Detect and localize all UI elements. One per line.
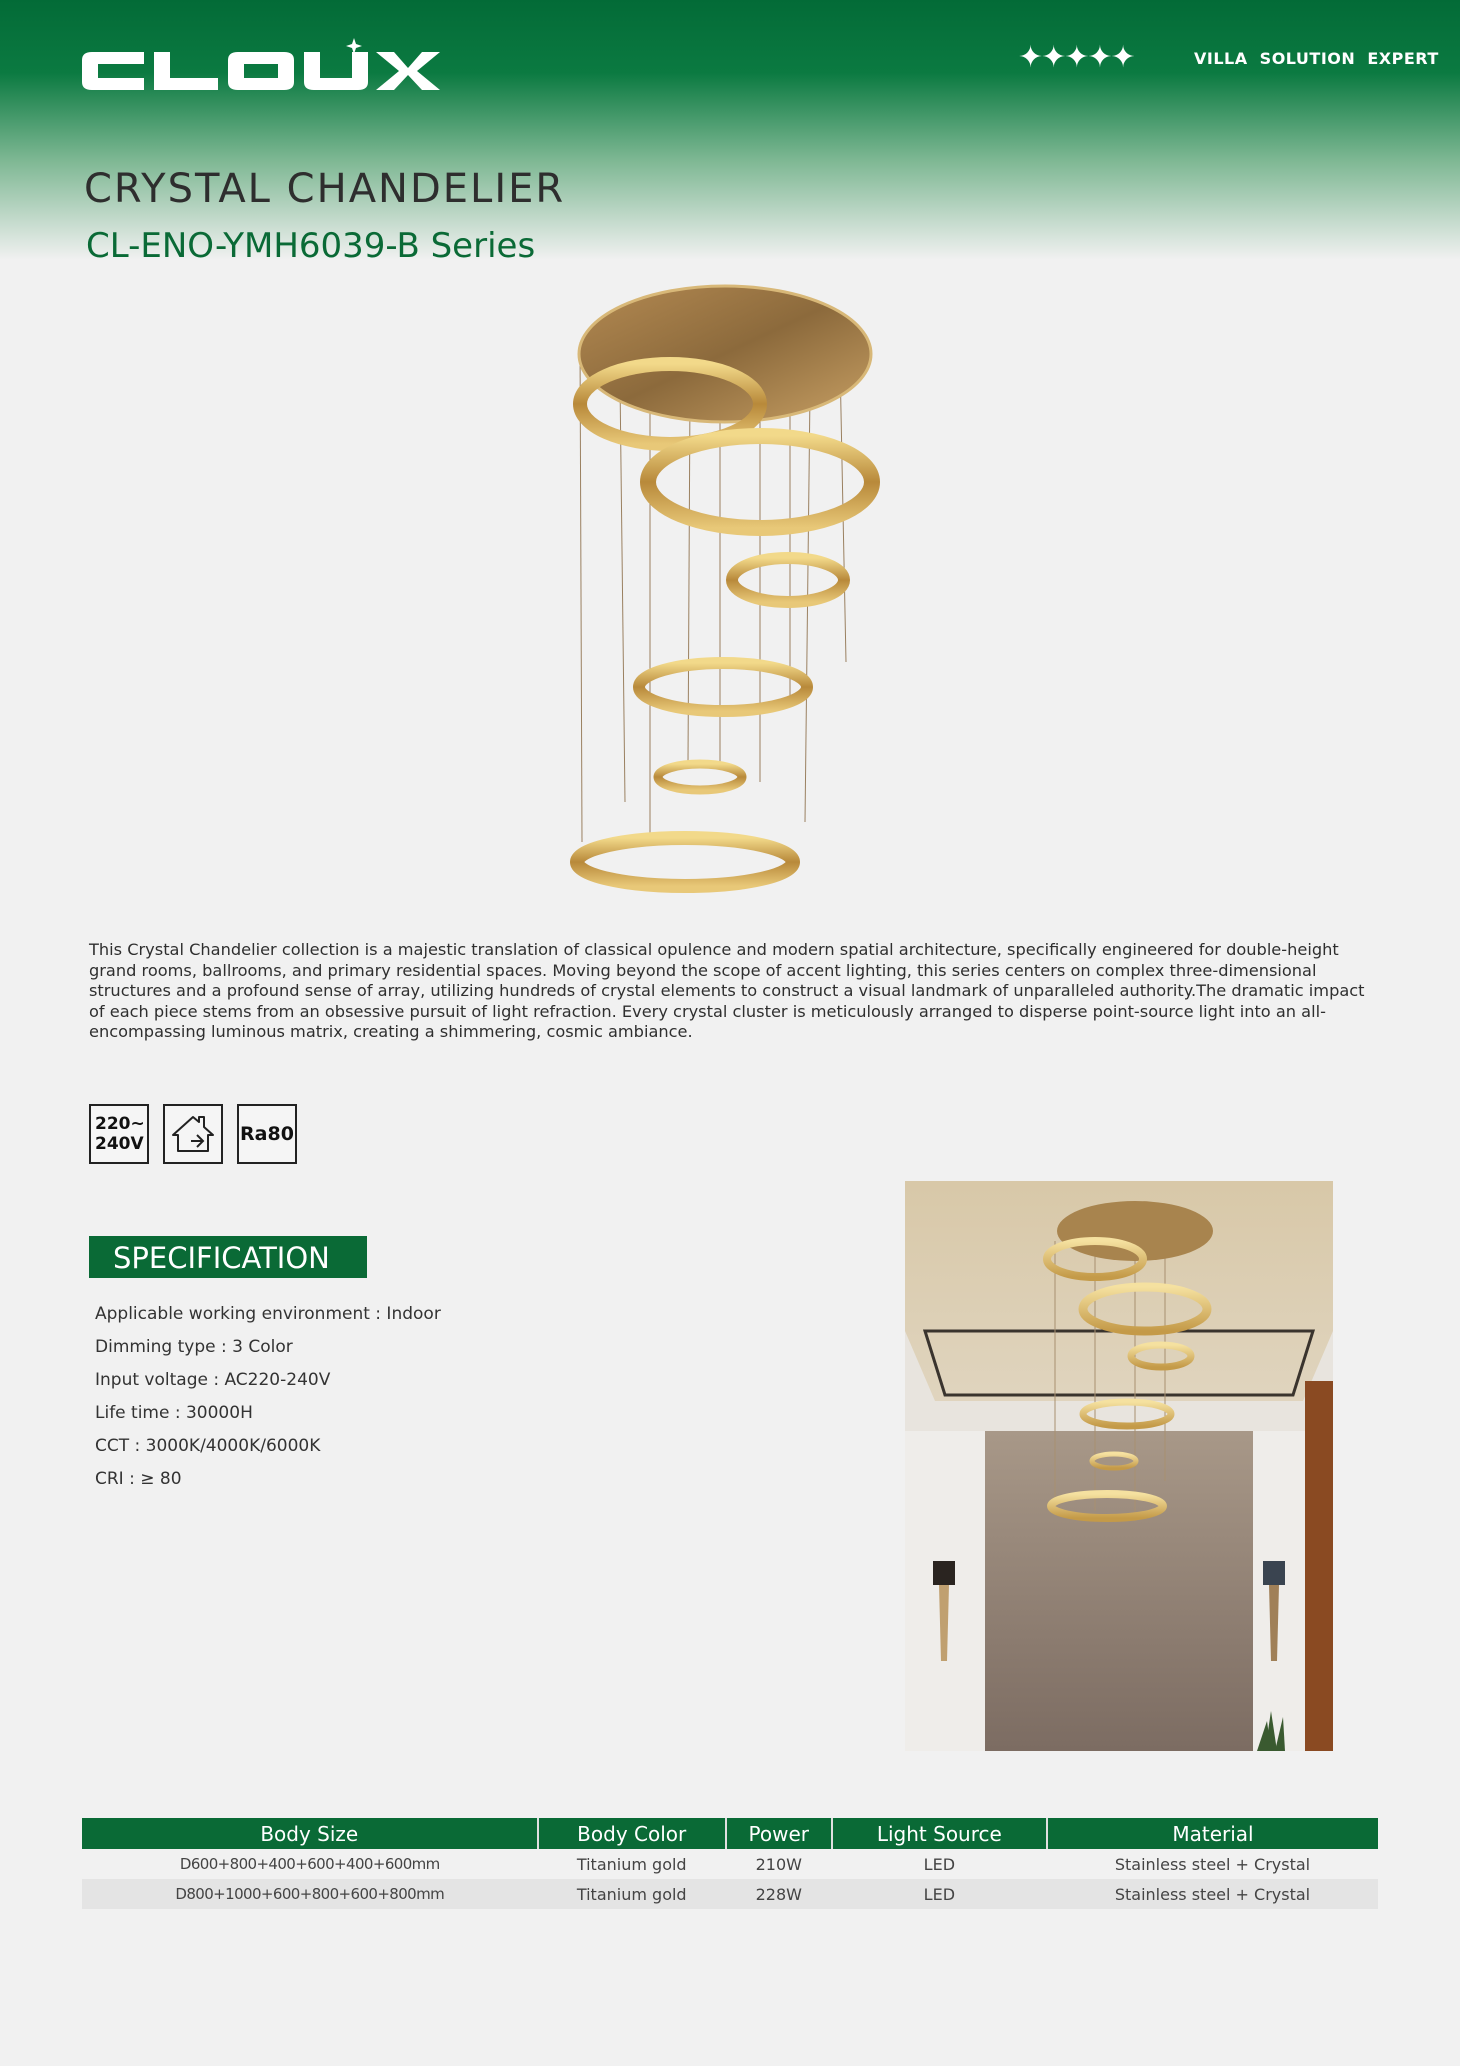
- col-material: Material: [1047, 1818, 1378, 1849]
- spec-item: Input voltage : AC220-240V: [95, 1370, 331, 1390]
- spec-item: Life time : 30000H: [95, 1403, 253, 1423]
- specification-list: [95, 1303, 441, 1501]
- col-body-size: Body Size: [82, 1818, 538, 1849]
- feature-badges: [89, 1104, 297, 1164]
- table-row: [82, 1879, 1378, 1909]
- cell-light-source: LED: [832, 1879, 1047, 1909]
- rating-stars: ✦✦✦✦✦: [1018, 40, 1134, 75]
- chandelier-image: [560, 282, 890, 902]
- cell-body-size: D800+1000+600+800+600+800mm: [82, 1879, 538, 1909]
- col-light-source: Light Source: [832, 1818, 1047, 1849]
- col-body-color: Body Color: [538, 1818, 726, 1849]
- cri-badge: [237, 1104, 297, 1164]
- series-name: CL-ENO-YMH6039-B Series: [86, 226, 536, 266]
- cell-body-size: D600+800+400+600+400+600mm: [179, 1855, 440, 1873]
- cell-body-color: Titanium gold: [538, 1879, 726, 1909]
- cell-power: 210W: [755, 1854, 802, 1874]
- voltage-line-2: 240V: [95, 1134, 144, 1154]
- spec-item: CCT : 3000K/4000K/6000K: [95, 1436, 321, 1456]
- interior-scene-image: [905, 1181, 1333, 1751]
- voltage-line-1: 220~: [95, 1114, 145, 1134]
- cloux-logo: [82, 38, 442, 108]
- cri-label: Ra80: [240, 1123, 294, 1145]
- table-row: [82, 1849, 1378, 1879]
- indoor-badge: [163, 1104, 223, 1164]
- spec-item: Dimming type : 3 Color: [95, 1337, 293, 1357]
- product-description: This Crystal Chandelier collection is a majestic translation of classical opulence and modern spatial architecture, specifically engineered for double-height grand rooms, ballrooms, and primary residential spaces. Moving beyond the scope of accent lighting, this series centers on complex three-dimensional structures and a profound sense of array, utilizing hundreds of crystal elements to construct a visual landmark of unparalleled authority.The dramatic impact of each piece stems from an obsessive pursuit of light refraction. Every crystal cluster is meticulously arranged to disperse point-source light into an all-encompassing luminous matrix, creating a shimmering, cosmic ambiance.: [89, 940, 1365, 1042]
- cell-body-color: Titanium gold: [576, 1854, 687, 1874]
- cell-material: Stainless steel + Crystal: [1114, 1854, 1311, 1874]
- cell-power: 228W: [726, 1879, 832, 1909]
- cell-material: Stainless steel + Crystal: [1047, 1879, 1378, 1909]
- brand-tagline: VILLA SOLUTION EXPERT: [1194, 49, 1439, 68]
- voltage-badge: [89, 1104, 149, 1164]
- page-title: CRYSTAL CHANDELIER: [84, 166, 566, 212]
- house-indoor-icon: [169, 1111, 217, 1157]
- spec-item: CRI : ≥ 80: [95, 1469, 182, 1489]
- product-table: [82, 1818, 1378, 1909]
- spec-item: Applicable working environment : Indoor: [95, 1304, 441, 1324]
- cell-light-source: LED: [923, 1854, 956, 1874]
- table-header-row: [82, 1818, 1378, 1849]
- specification-heading: SPECIFICATION: [89, 1236, 367, 1278]
- col-power: Power: [726, 1818, 832, 1849]
